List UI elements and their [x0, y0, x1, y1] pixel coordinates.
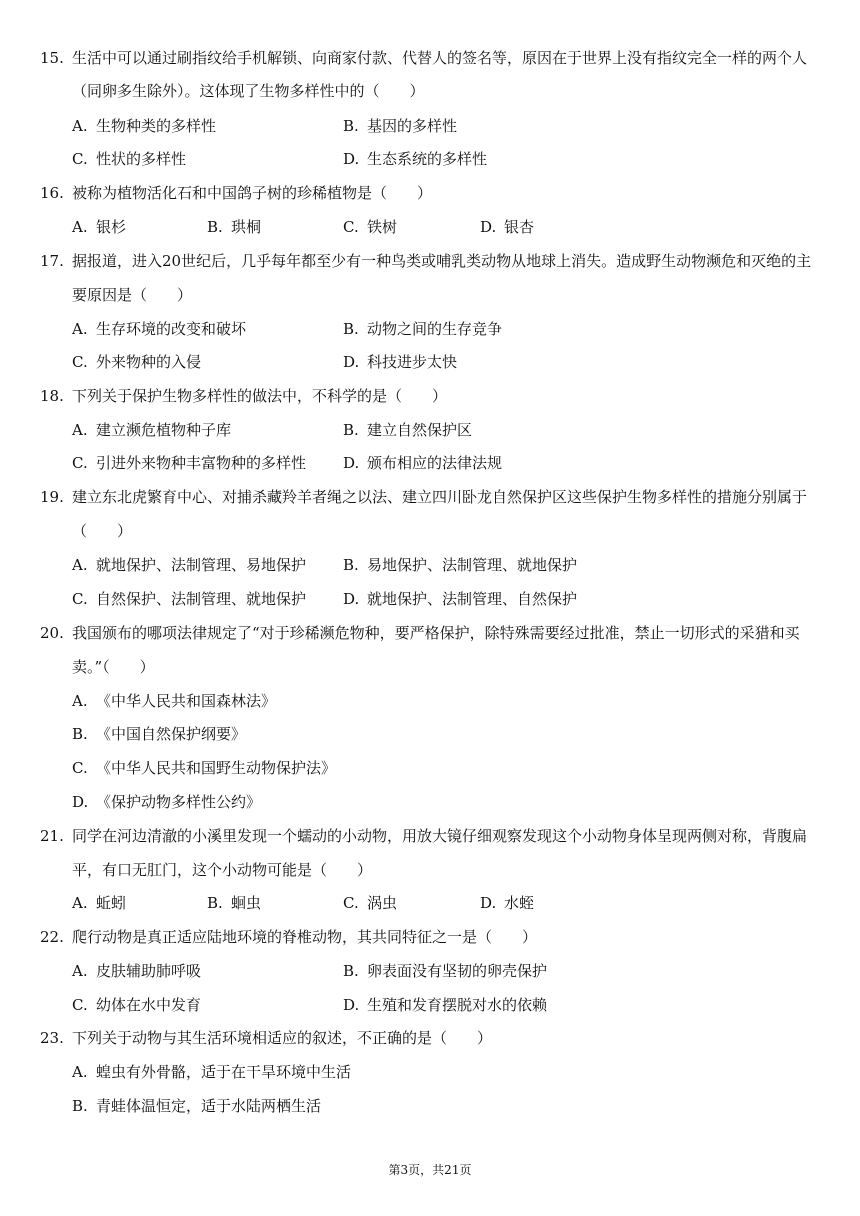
option-letter: D. — [343, 996, 360, 1014]
option-c — [343, 892, 397, 914]
option-letter: C. — [72, 759, 88, 777]
option-text: 蛔虫 — [231, 894, 262, 912]
option-letter: B. — [72, 725, 88, 743]
option-letter: A. — [72, 320, 88, 338]
option-b — [207, 892, 261, 914]
option-letter: D. — [343, 150, 360, 168]
option-c — [72, 351, 201, 373]
option-b — [343, 419, 472, 441]
question-22 — [40, 926, 825, 948]
option-letter: B. — [343, 556, 359, 574]
option-b — [207, 216, 261, 238]
option-d — [72, 791, 261, 813]
option-c — [72, 757, 336, 779]
question-text: 爬行动物是真正适应陆地环境的脊椎动物，其共同特征之一是（ ） — [72, 928, 538, 946]
option-text: 《中华人民共和国野生动物保护法》 — [96, 759, 337, 777]
option-text: 青蛙体温恒定，适于水陆两栖生活 — [96, 1097, 322, 1115]
option-b — [72, 723, 246, 745]
option-text: 珙桐 — [231, 218, 262, 236]
option-c — [72, 994, 201, 1016]
option-letter: B. — [343, 962, 359, 980]
option-letter: A. — [72, 692, 88, 710]
option-letter: C. — [72, 996, 88, 1014]
option-text: 动物之间的生存竞争 — [367, 320, 503, 338]
option-text: 生存环境的改变和破坏 — [96, 320, 247, 338]
option-d — [343, 994, 547, 1016]
question-text: 下列关于保护生物多样性的做法中，不科学的是（ ） — [72, 387, 448, 405]
option-text: 铁树 — [367, 218, 398, 236]
option-text: 外来物种的入侵 — [96, 353, 202, 371]
question-number: 17. — [40, 252, 64, 270]
option-d — [343, 588, 577, 610]
question-text: 据报道，进入20世纪后，几乎每年都至少有一种鸟类或哺乳类动物从地球上消失。造成野生动物濒危和灭绝的主 — [72, 252, 812, 270]
question-number: 18. — [40, 387, 64, 405]
option-letter: C. — [72, 454, 88, 472]
option-letter: C. — [72, 150, 88, 168]
option-text: 涡虫 — [367, 894, 398, 912]
option-text: 蝗虫有外骨骼，适于在干旱环境中生活 — [96, 1063, 352, 1081]
option-c — [72, 148, 186, 170]
question-number: 16. — [40, 184, 64, 202]
question-number: 20. — [40, 624, 64, 642]
option-d — [343, 351, 457, 373]
option-letter: A. — [72, 218, 88, 236]
option-b — [343, 318, 502, 340]
question-number: 22. — [40, 928, 64, 946]
option-text: 颁布相应的法律法规 — [367, 454, 503, 472]
option-letter: D. — [72, 793, 89, 811]
option-text: 《中国自然保护纲要》 — [96, 725, 247, 743]
option-d — [480, 892, 534, 914]
option-text: 自然保护、法制管理、就地保护 — [96, 590, 307, 608]
question-number: 19. — [40, 488, 64, 506]
option-text: 就地保护、法制管理、易地保护 — [96, 556, 307, 574]
option-letter: A. — [72, 421, 88, 439]
option-b — [72, 1095, 321, 1117]
option-a — [72, 690, 276, 712]
option-letter: C. — [72, 353, 88, 371]
option-letter: B. — [207, 218, 223, 236]
question-text: 下列关于动物与其生活环境相适应的叙述，不正确的是（ ） — [72, 1029, 493, 1047]
option-letter: A. — [72, 556, 88, 574]
option-text: 引进外来物种丰富物种的多样性 — [96, 454, 307, 472]
option-text: 生殖和发育摆脱对水的依赖 — [367, 996, 548, 1014]
option-letter: D. — [480, 894, 497, 912]
question-15 — [40, 47, 825, 69]
question-19 — [40, 486, 825, 508]
option-text: 皮肤辅助肺呼吸 — [96, 962, 202, 980]
option-letter: A. — [72, 117, 88, 135]
option-text: 性状的多样性 — [96, 150, 187, 168]
option-d — [343, 452, 502, 474]
option-text: 《保护动物多样性公约》 — [96, 793, 262, 811]
option-a — [72, 318, 246, 340]
option-text: 生态系统的多样性 — [367, 150, 488, 168]
option-c — [72, 588, 306, 610]
option-b — [343, 554, 577, 576]
question-17 — [40, 250, 825, 272]
option-text: 就地保护、法制管理、自然保护 — [367, 590, 578, 608]
option-d — [480, 216, 534, 238]
option-a — [72, 419, 231, 441]
question-number: 23. — [40, 1029, 64, 1047]
option-letter: C. — [343, 894, 359, 912]
option-a — [72, 1061, 351, 1083]
option-text: 建立濒危植物种子库 — [96, 421, 232, 439]
option-a — [72, 216, 126, 238]
option-b — [343, 115, 457, 137]
option-letter: A. — [72, 1063, 88, 1081]
option-text: 《中华人民共和国森林法》 — [96, 692, 277, 710]
option-c — [343, 216, 397, 238]
question-text: 我国颁布的哪项法律规定了“对于珍稀濒危物种，要严格保护，除特殊需要经过批准，禁止一切形式的采猎和买 — [72, 624, 800, 642]
question-18 — [40, 385, 825, 407]
option-text: 幼体在水中发育 — [96, 996, 202, 1014]
option-c — [72, 452, 306, 474]
option-d — [343, 148, 487, 170]
question-number: 21. — [40, 827, 64, 845]
option-letter: B. — [207, 894, 223, 912]
option-text: 建立自然保护区 — [367, 421, 473, 439]
question-20 — [40, 622, 825, 644]
question-text-continued: （ ） — [72, 522, 133, 540]
option-text: 银杉 — [96, 218, 127, 236]
question-text-continued: 卖。”（ ） — [72, 658, 155, 676]
question-number: 15. — [40, 49, 64, 67]
option-letter: B. — [343, 421, 359, 439]
option-letter: A. — [72, 894, 88, 912]
option-letter: D. — [343, 590, 360, 608]
question-text-continued: （同卵多生除外）。这体现了生物多样性中的（ ） — [72, 82, 425, 100]
option-text: 易地保护、法制管理、就地保护 — [367, 556, 578, 574]
question-23 — [40, 1027, 825, 1049]
question-text: 生活中可以通过刷指纹给手机解锁、向商家付款、代替人的签名等，原因在于世界上没有指纹完全一样的两个人 — [72, 49, 808, 67]
option-a — [72, 554, 306, 576]
option-text: 科技进步太快 — [367, 353, 458, 371]
question-text-continued: 要原因是（ ） — [72, 286, 193, 304]
question-21 — [40, 825, 825, 847]
option-a — [72, 892, 126, 914]
question-16 — [40, 182, 825, 204]
option-letter: D. — [343, 353, 360, 371]
option-letter: A. — [72, 962, 88, 980]
option-text: 基因的多样性 — [367, 117, 458, 135]
option-text: 水蛭 — [504, 894, 535, 912]
option-b — [343, 960, 547, 982]
option-letter: D. — [480, 218, 497, 236]
question-text: 建立东北虎繁育中心、对捕杀藏羚羊者绳之以法、建立四川卧龙自然保护区这些保护生物多样性的措施分别属于 — [72, 488, 808, 506]
option-letter: C. — [72, 590, 88, 608]
option-letter: B. — [343, 117, 359, 135]
option-text: 卵表面没有坚韧的卵壳保护 — [367, 962, 548, 980]
option-text: 蚯蚓 — [96, 894, 127, 912]
option-letter: B. — [343, 320, 359, 338]
option-a — [72, 960, 201, 982]
page-footer: 第3页，共21页 — [388, 1163, 472, 1177]
option-text: 银杏 — [504, 218, 535, 236]
option-a — [72, 115, 216, 137]
question-text: 被称为植物活化石和中国鸽子树的珍稀植物是（ ） — [72, 184, 433, 202]
option-letter: B. — [72, 1097, 88, 1115]
question-text: 同学在河边清澈的小溪里发现一个蠕动的小动物，用放大镜仔细观察发现这个小动物身体呈现两侧对称，背腹扁 — [72, 827, 808, 845]
option-text: 生物种类的多样性 — [96, 117, 217, 135]
question-text-continued: 平，有口无肛门，这个小动物可能是（ ） — [72, 861, 373, 879]
option-letter: C. — [343, 218, 359, 236]
option-letter: D. — [343, 454, 360, 472]
